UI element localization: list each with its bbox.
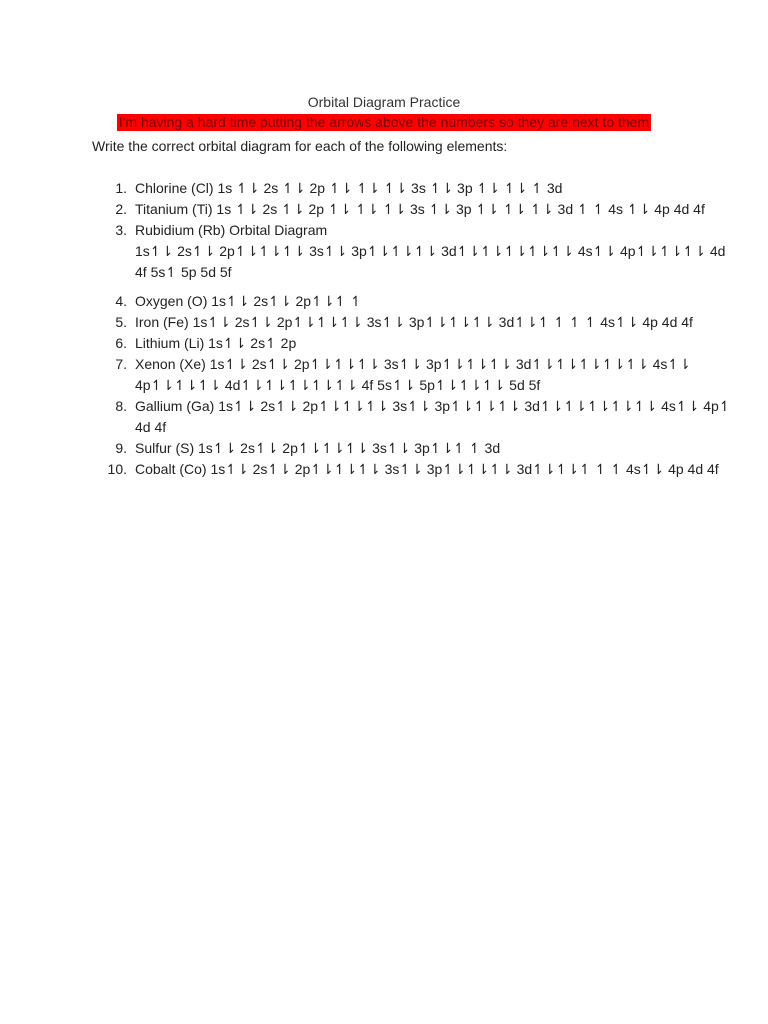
list-number: 6. (115, 335, 127, 351)
element-list (100, 178, 740, 480)
orbital-config: 1s ↿⇂ 2s ↿⇂ 2p ↿⇂ ↿⇂ ↿⇂ 3s ↿⇂ 3p ↿⇂ ↿⇂ ↿⇂ 3d ↿ ↿ 4s ↿⇂ 4p 4d 4f (212, 201, 705, 217)
list-item-xenon (100, 354, 740, 396)
orbital-config: 1s↿⇂ 2s↿⇂ 2p↿⇂↿⇂↿⇂ 3s↿⇂ 3p↿⇂↿⇂↿⇂ 3d↿⇂↿⇂↿ ↿ ↿ 4s↿⇂ 4p 4d 4f (206, 461, 719, 477)
orbital-config: 1s↿⇂ 2s↿⇂ 2p↿⇂↿⇂↿⇂ 3s↿⇂ 3p↿⇂↿⇂↿⇂ 3d↿⇂↿⇂↿⇂↿⇂↿⇂ 4s↿⇂ 4p↿⇂↿⇂↿⇂ 4d↿⇂↿⇂↿⇂↿⇂↿⇂ 4f 5s↿⇂ 5p↿⇂↿⇂↿⇂ 5d 5f (135, 356, 691, 393)
list-item-iron (100, 312, 740, 333)
orbital-config: 1s↿⇂ 2s↿⇂ 2p↿⇂↿⇂↿⇂ 3s↿⇂ 3p↿⇂↿⇂↿⇂ 3d↿⇂↿⇂↿⇂↿⇂↿⇂ 4s↿⇂ 4p↿ 4d 4f (135, 398, 731, 435)
list-item-titanium (100, 199, 740, 220)
list-number: 5. (115, 314, 127, 330)
list-item-chlorine (100, 178, 740, 199)
orbital-config: 1s↿⇂ 2s↿⇂ 2p↿⇂↿ ↿ (207, 293, 362, 309)
list-number: 8. (115, 398, 127, 414)
orbital-diagram-heading: Orbital Diagram (225, 222, 328, 238)
list-number: 3. (115, 222, 127, 238)
element-label: Rubidium (Rb) (135, 222, 226, 238)
element-label: Sulfur (S) (135, 440, 195, 456)
highlighted-note-line (0, 114, 768, 132)
instructions: Write the correct orbital diagram for each of the following elements: (92, 138, 508, 154)
list-number: 4. (115, 293, 127, 309)
element-label: Xenon (Xe) (135, 356, 206, 372)
list-item-rubidium (100, 220, 740, 283)
list-number: 10. (107, 461, 127, 477)
list-number: 1. (115, 180, 127, 196)
orbital-config: 1s ↿⇂ 2s ↿⇂ 2p ↿⇂ ↿⇂ ↿⇂ 3s ↿⇂ 3p ↿⇂ ↿⇂ ↿ 3d (213, 180, 563, 196)
list-item-gallium (100, 396, 740, 438)
list-item-cobalt (100, 459, 740, 480)
list-item-sulfur (100, 438, 740, 459)
element-label: Cobalt (Co) (135, 461, 207, 477)
list-number: 2. (115, 201, 127, 217)
list-number: 7. (115, 356, 127, 372)
list-item-lithium (100, 333, 740, 354)
orbital-config: 1s↿⇂ 2s↿⇂ 2p↿⇂↿⇂↿⇂ 3s↿⇂ 3p↿⇂↿⇂↿⇂ 3d↿⇂↿ ↿ ↿ ↿ 4s↿⇂ 4p 4d 4f (188, 314, 693, 330)
element-label: Chlorine (Cl) (135, 180, 214, 196)
list-item-oxygen (100, 291, 740, 312)
orbital-config: 1s↿⇂ 2s↿ 2p (204, 335, 297, 351)
element-label: Lithium (Li) (135, 335, 205, 351)
element-label: Oxygen (O) (135, 293, 208, 309)
highlighted-note: I'm having a hard time putting the arrows above the numbers so they are next to them (118, 114, 650, 130)
element-label: Iron (Fe) (135, 314, 189, 330)
list-number: 9. (115, 440, 127, 456)
orbital-config: 1s↿⇂ 2s↿⇂ 2p↿⇂↿⇂↿⇂ 3s↿⇂ 3p↿⇂↿ ↿ 3d (194, 440, 501, 456)
document-title: Orbital Diagram Practice (307, 94, 461, 110)
element-label: Gallium (Ga) (135, 398, 215, 414)
element-label: Titanium (Ti) (135, 201, 213, 217)
orbital-config: 1s↿⇂ 2s↿⇂ 2p↿⇂↿⇂↿⇂ 3s↿⇂ 3p↿⇂↿⇂↿⇂ 3d↿⇂↿⇂↿⇂↿⇂↿⇂ 4s↿⇂ 4p↿⇂↿⇂↿⇂ 4d 4f 5s↿ 5p 5d 5f (135, 243, 726, 280)
